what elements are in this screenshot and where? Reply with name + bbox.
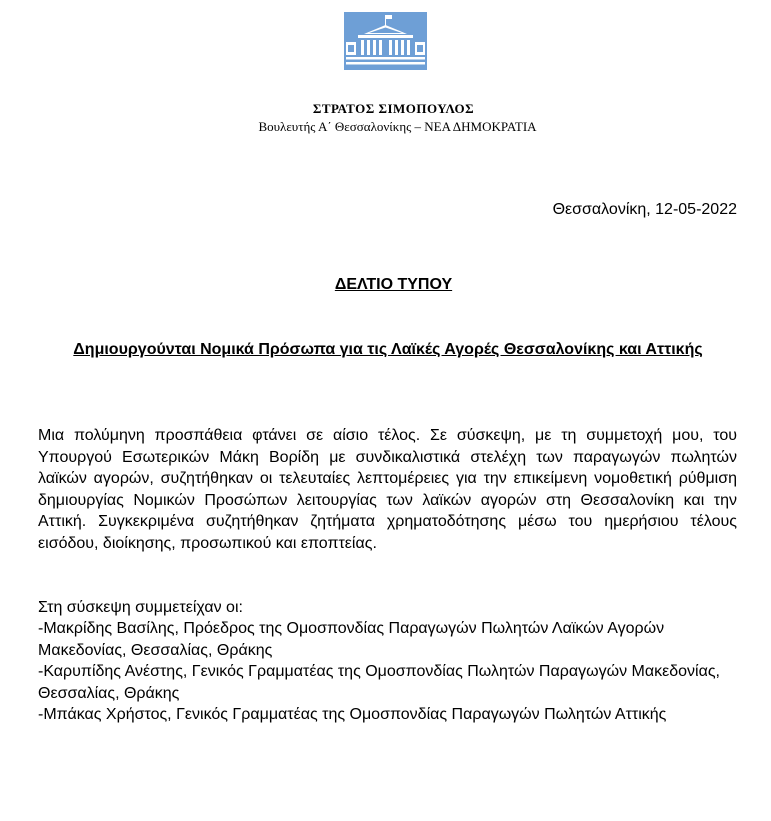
participants-intro: Στη σύσκεψη συμμετείχαν οι: bbox=[38, 599, 243, 616]
hellenic-parliament-icon bbox=[344, 12, 427, 70]
participant-item: -Καρυπίδης Ανέστης, Γενικός Γραμματέας της Ομοσπονδίας Πωλητών Παραγωγών Μακεδονίας, Θεσσαλίας, Θράκης bbox=[38, 663, 720, 702]
press-release-headline: Δημιουργούνται Νομικά Πρόσωπα για τις Λαϊκές Αγορές Θεσσαλονίκης και Αττικής bbox=[73, 341, 703, 358]
participant-item: -Μπάκας Χρήστος, Γενικός Γραμματέας της Ομοσπονδίας Παραγωγών Πωλητών Αττικής bbox=[38, 706, 667, 723]
document-type-heading: ΔΕΛΤΙΟ ΤΥΠΟΥ bbox=[334, 276, 453, 293]
date-line: Θεσσαλονίκη, 12-05-2022 bbox=[552, 201, 737, 218]
sender-name: ΣΤΡΑΤΟΣ ΣΙΜΟΠΟΥΛΟΣ bbox=[312, 101, 475, 116]
body-paragraph: Μια πολύμηνη προσπάθεια φτάνει σε αίσιο τέλος. Σε σύσκεψη, με τη συμμετοχή μου, του Υπουργού Εσωτερικών Μάκη Βορίδη με συνδικαλιστικά στελέχη των παραγωγών πωλητών λαϊκών αγορών, συζητήθηκαν οι τελευταίες λεπτομέρειες για την επικείμενη νομοθετική ρύθμιση δημιουργίας Νομικών Προσώπων λειτουργίας των λαϊκών αγορών στη Θεσσαλονίκη και την Αττική. Συγκεκριμένα συζητήθηκαν ζητήματα χρηματοδότησης μέσω του ημερήσιου τέλους εισόδου, διοίκησης, προσωπικού και εποπτείας. bbox=[38, 427, 737, 552]
sender-role: Βουλευτής Α΄ Θεσσαλονίκης – ΝΕΑ ΔΗΜΟΚΡΑΤΙΑ bbox=[258, 119, 537, 134]
participant-item: -Μακρίδης Βασίλης, Πρόεδρος της Ομοσπονδίας Παραγωγών Πωλητών Λαϊκών Αγορών Μακεδονίας, Θεσσαλίας, Θράκης bbox=[38, 620, 665, 659]
participants-list bbox=[38, 618, 737, 726]
